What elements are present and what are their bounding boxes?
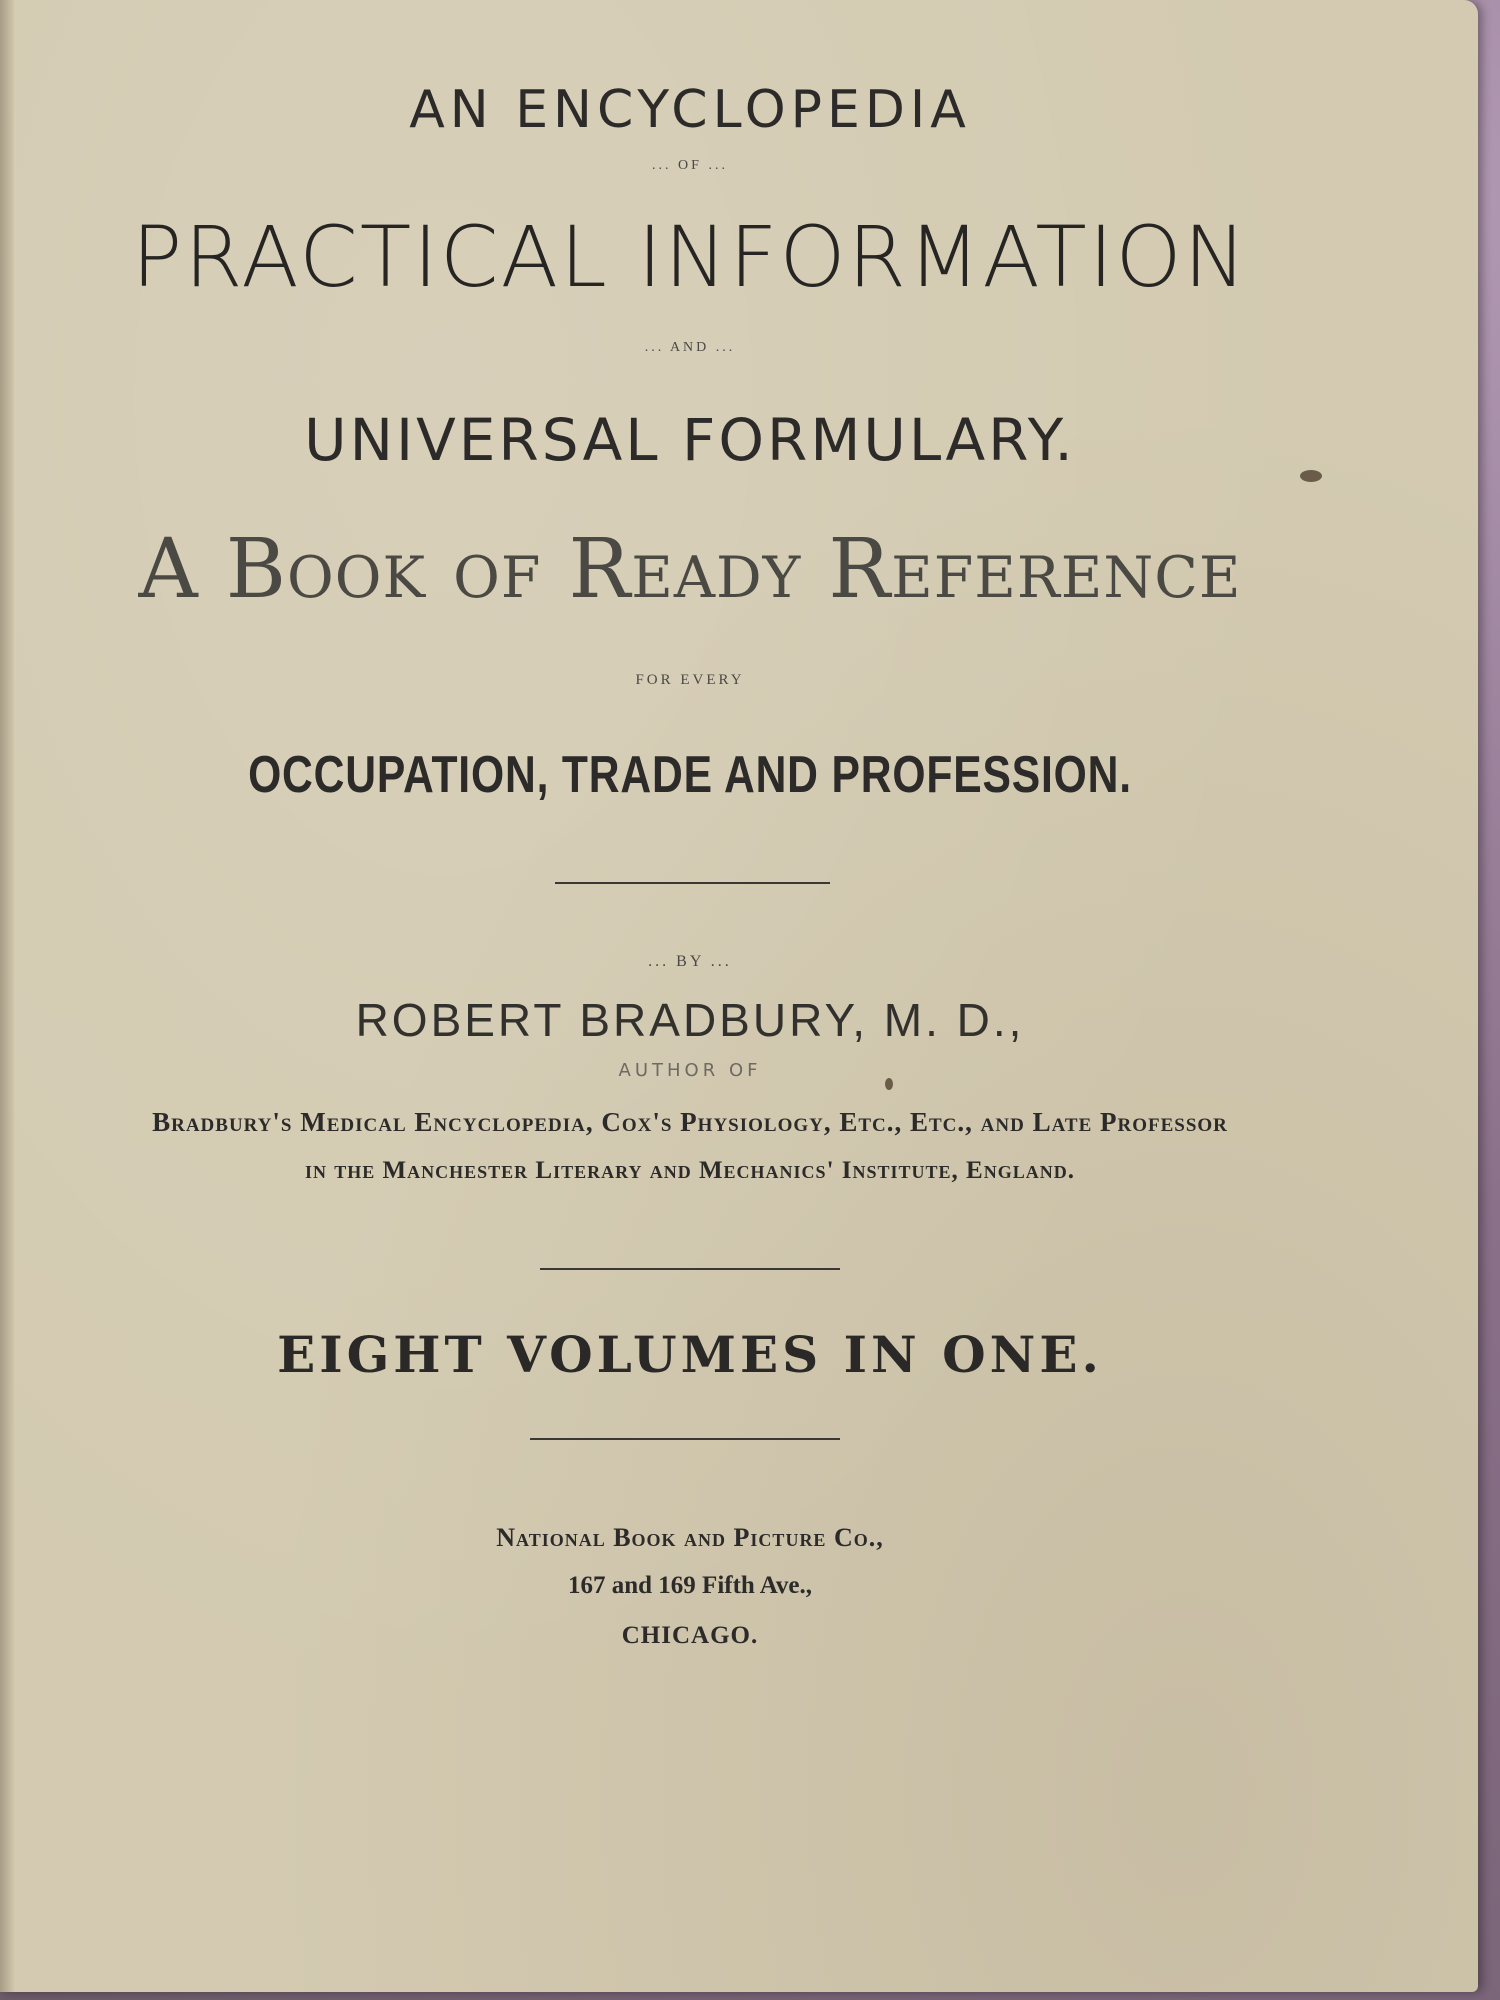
author-name: ROBERT BRADBURY, M. D., (355, 994, 1025, 1046)
connector-and: ... AND ... (644, 340, 736, 355)
title-line-encyclopedia: AN ENCYCLOPEDIA (409, 80, 971, 140)
connector-by: ... BY ... (648, 953, 732, 970)
author-of-label: AUTHOR OF (618, 1060, 762, 1081)
publisher-city: CHICAGO. (621, 1622, 759, 1649)
title-line-practical-information: PRACTICAL INFORMATION (131, 208, 1249, 306)
author-credits-line-1: Bradbury's Medical Encyclopedia, Cox's Physiology, Etc., Etc., and Late Professor (152, 1107, 1228, 1137)
title-line-universal-formulary: UNIVERSAL FORMULARY. (304, 406, 1076, 474)
connector-for-every: FOR EVERY (635, 672, 745, 688)
paper-stain (1300, 470, 1322, 482)
connector-of: ... OF ... (652, 158, 728, 173)
publisher-name: National Book and Picture Co., (496, 1523, 884, 1552)
divider-rule-3 (530, 1438, 840, 1440)
subtitle-ready-reference: A Book of Ready Reference (138, 522, 1242, 617)
author-credits-line-2: in the Manchester Literary and Mechanics' Institute, England. (305, 1157, 1075, 1184)
paper-speck (885, 1078, 893, 1090)
subtitle-occupation-trade: OCCUPATION, TRADE AND PROFESSION. (248, 746, 1132, 804)
publisher-address: 167 and 169 Fifth Ave., (568, 1572, 812, 1599)
divider-rule-2 (540, 1268, 840, 1270)
divider-rule-1 (555, 882, 830, 884)
volumes-statement: EIGHT VOLUMES IN ONE. (277, 1325, 1103, 1384)
